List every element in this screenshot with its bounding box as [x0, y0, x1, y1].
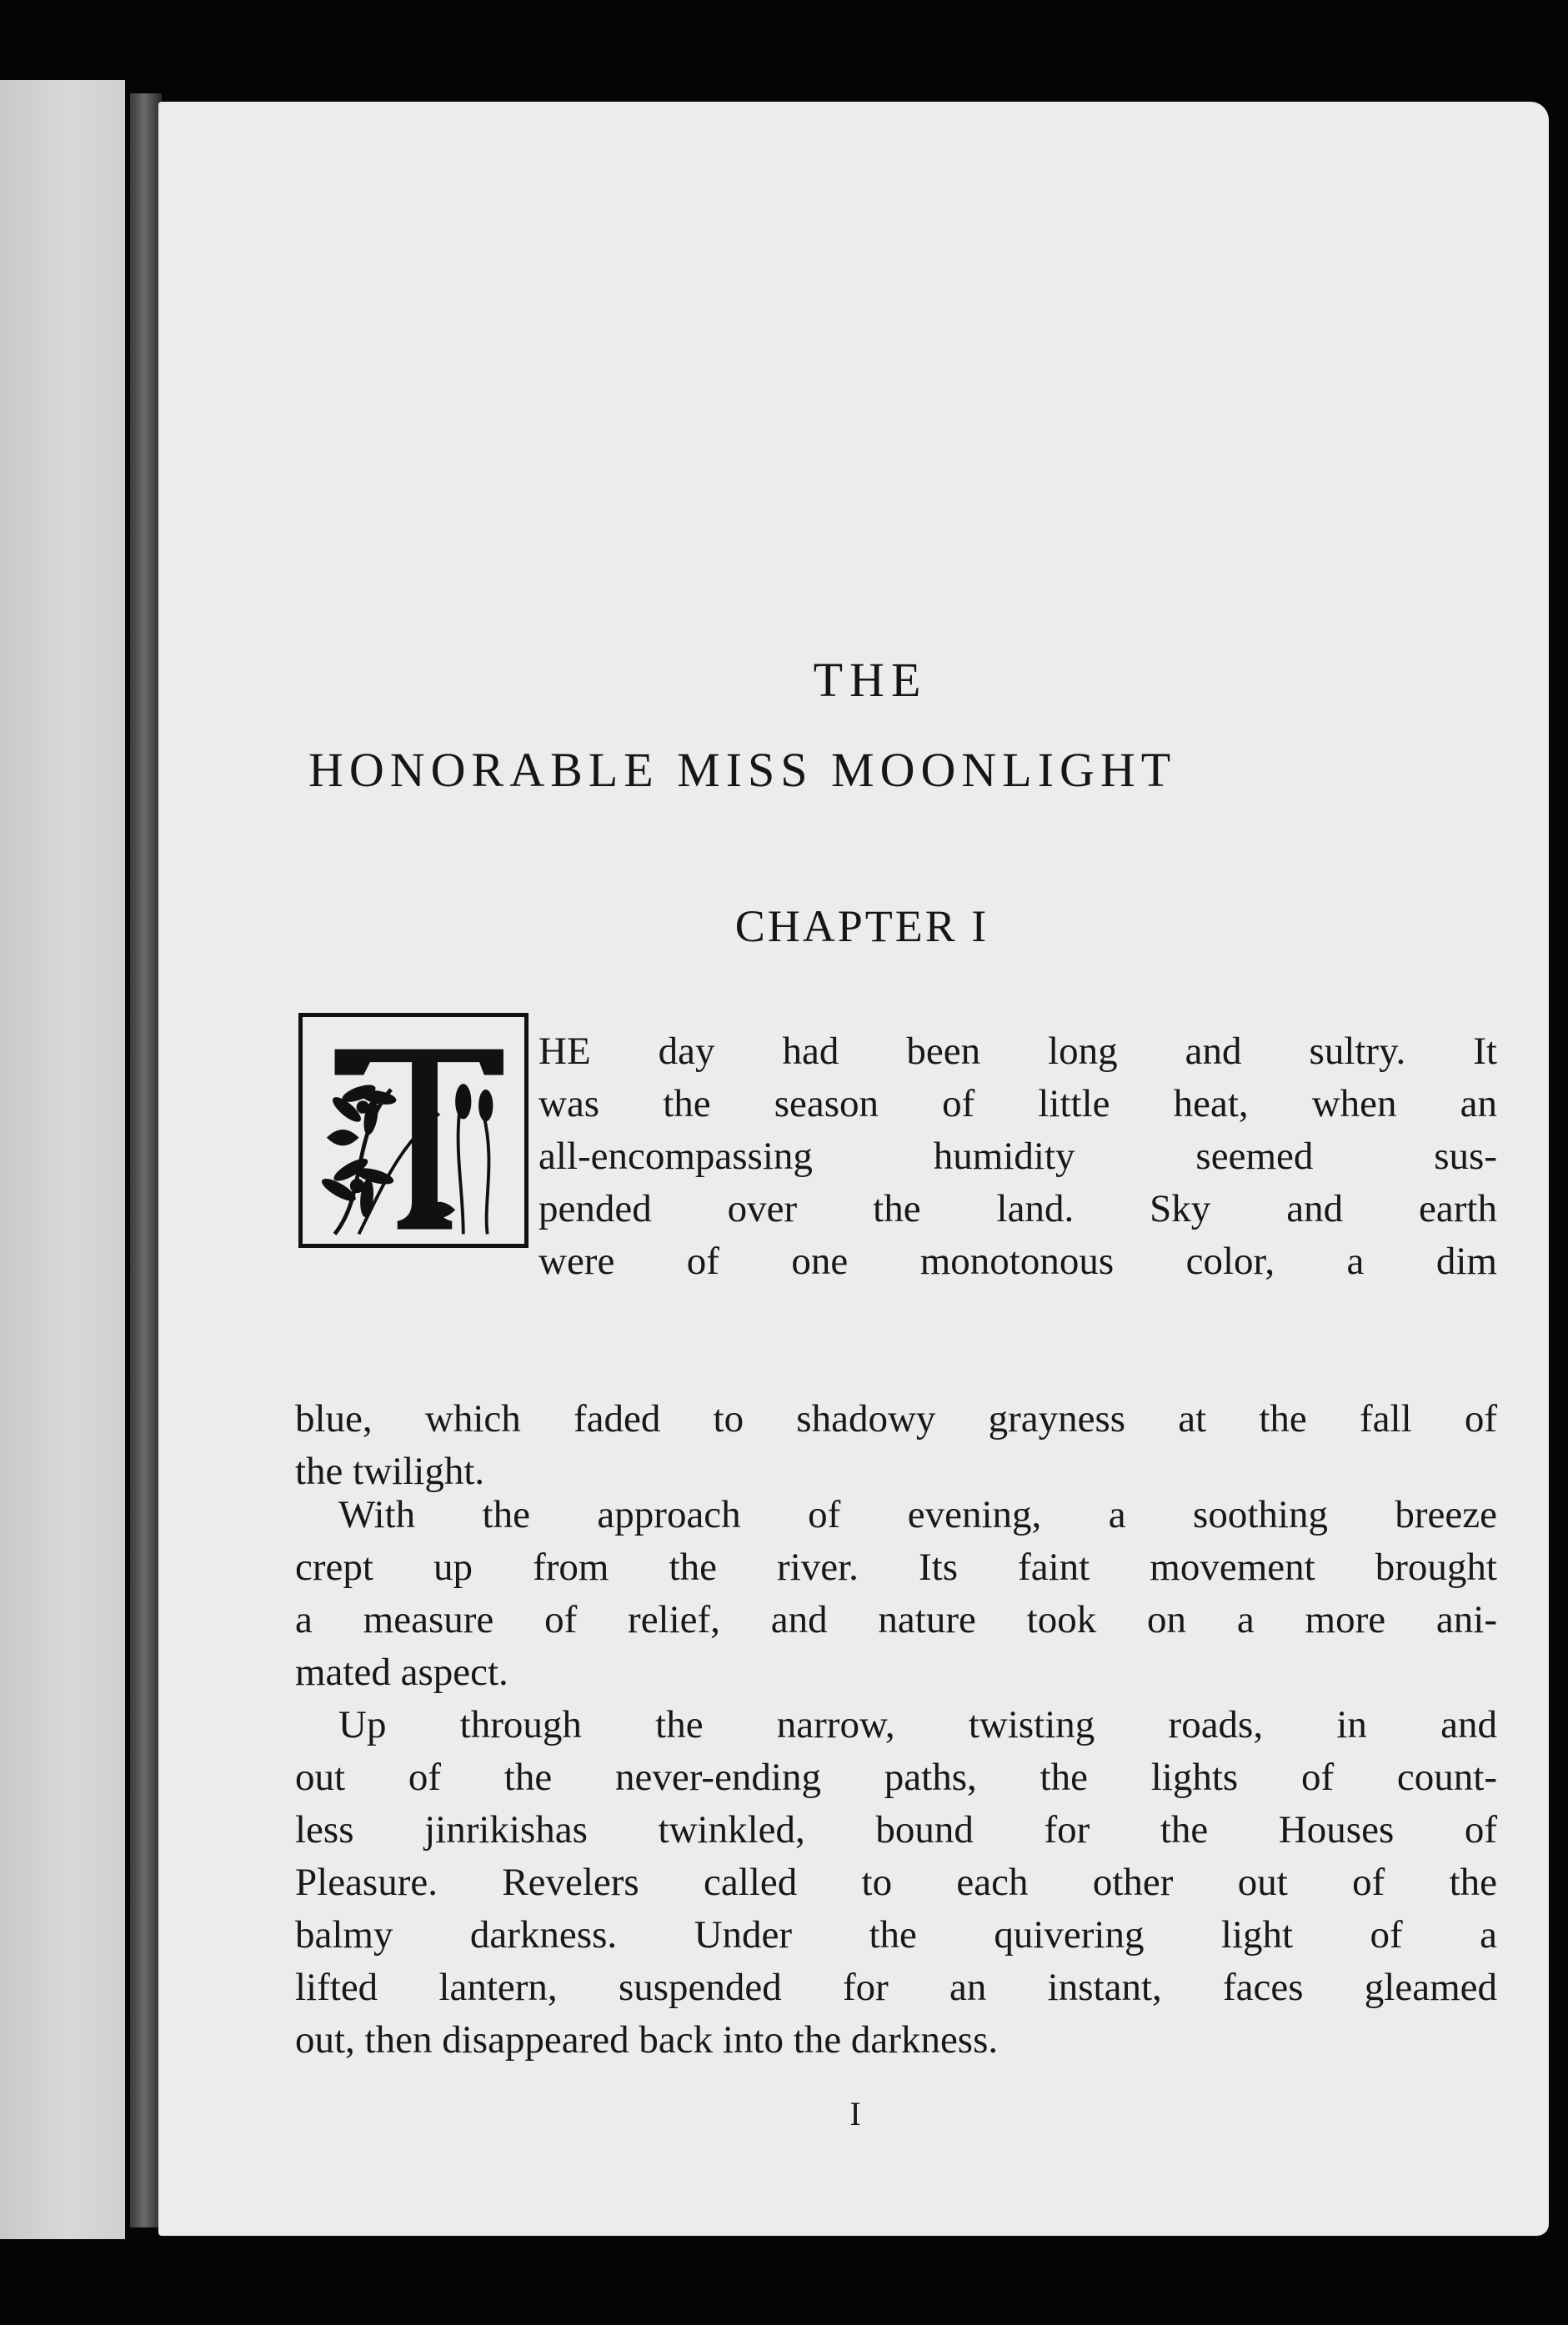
text-line: Up through the narrow, twisting roads, in and [338, 1703, 1497, 1746]
text-line: With the approach of evening, a soothing breeze [338, 1493, 1497, 1536]
book-spine [130, 93, 162, 2227]
text-line: all-encompassing humidity seemed sus- [539, 1135, 1497, 1178]
text-line: less jinrikishas twinkled, bound for the Houses of [295, 1808, 1497, 1851]
text-line: blue, which faded to shadowy grayness at the fall of [295, 1397, 1497, 1441]
previous-page-edge [0, 80, 125, 2239]
paragraph-3 [295, 1699, 1497, 2067]
text-line: out, then disappeared back into the darkness. [295, 2018, 999, 2062]
book-title-the: THE [813, 653, 928, 707]
book-page [158, 102, 1549, 2236]
flower-ornament-icon [303, 1017, 524, 1244]
paragraph-2 [295, 1489, 1497, 1699]
text-line: crept up from the river. Its faint movement brought [295, 1546, 1497, 1589]
chapter-heading: CHAPTER I [734, 901, 989, 951]
text-line: a measure of relief, and nature took on a more ani- [295, 1598, 1497, 1641]
text-line: lifted lantern, suspended for an instant, faces gleamed [295, 1966, 1497, 2009]
text-line: out of the never-ending paths, the lights of count- [295, 1756, 1497, 1799]
paragraph-1-opening [539, 1025, 1497, 1288]
text-line: the twilight. [295, 1450, 485, 1493]
text-line: were of one monotonous color, a dim [539, 1240, 1497, 1283]
text-line: mated aspect. [295, 1651, 508, 1694]
floral-drop-cap [298, 1013, 529, 1248]
book-title: HONORABLE MISS MOONLIGHT [308, 743, 1177, 797]
text-line: balmy darkness. Under the quivering light of a [295, 1913, 1497, 1957]
paragraph-1-continued [295, 1393, 1497, 1498]
text-line: HE day had been long and sultry. It [539, 1030, 1497, 1073]
text-line: pended over the land. Sky and earth [539, 1187, 1497, 1230]
text-line: Pleasure. Revelers called to each other out of the [295, 1861, 1497, 1904]
text-line: was the season of little heat, when an [539, 1082, 1497, 1125]
page-number: I [849, 2095, 861, 2132]
